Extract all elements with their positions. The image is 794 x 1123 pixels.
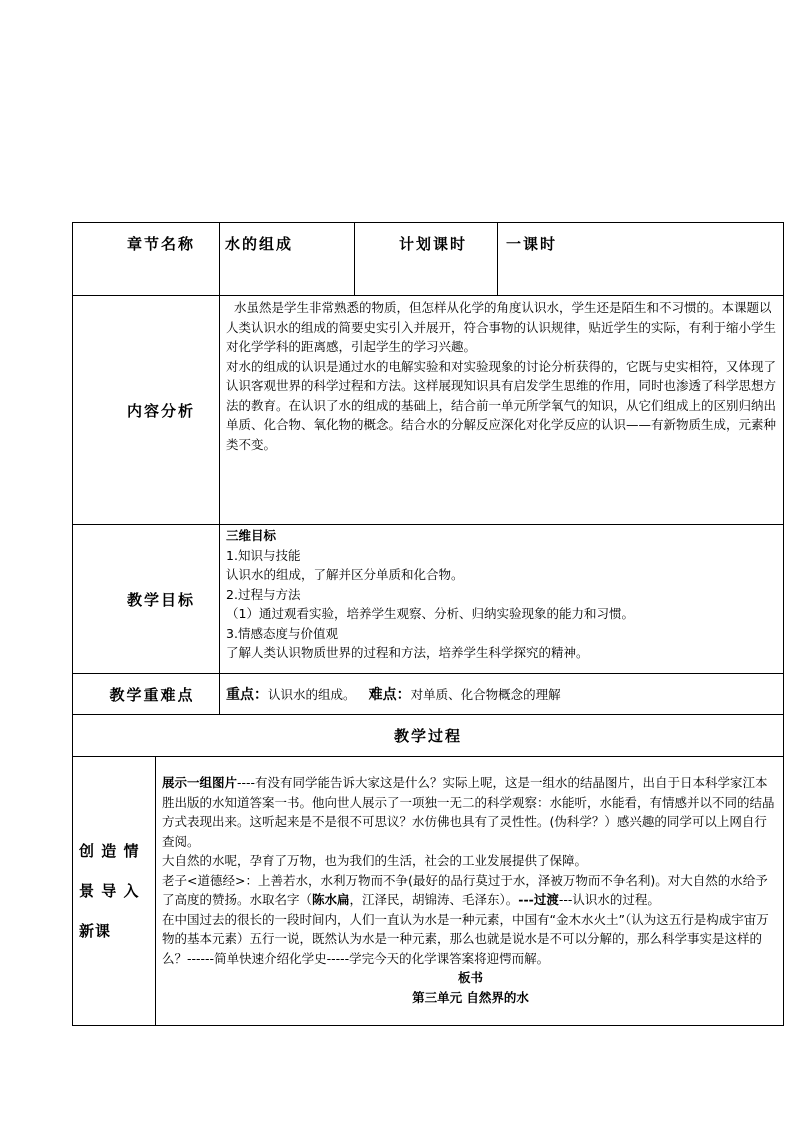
difficult-point-label: 难点：	[368, 686, 411, 703]
content-analysis-label: 内容分析	[127, 401, 196, 420]
goals-heading: 三维目标	[226, 528, 277, 543]
intro-paragraph-2: 大自然的水呢，孕育了万物，也为我们的生活，社会的工业发展提供了保障。	[162, 853, 588, 868]
intro-label-cell	[73, 757, 156, 1026]
content-analysis-paragraph-1: 水虽然是学生非常熟悉的物质，但怎样从化学的角度认识水，学生还是陌生和不习惯的。本课题以人类认识水的组成的简要史实引入并展开，符合事物的认识规律，贴近学生的实际，有利于缩小学生对化学学科的距离感，引起学生的学习兴趣。	[226, 300, 777, 354]
intro-text-cell	[156, 757, 784, 1026]
chapter-label-cell	[73, 223, 220, 296]
intro-paragraph-3-bold-2: ---过渡	[518, 892, 559, 907]
teaching-goals-text-cell	[220, 525, 784, 674]
plan-value-cell	[498, 223, 784, 296]
key-point-label: 重点：	[226, 686, 269, 703]
teaching-goals-label-cell	[73, 525, 220, 674]
plan-label-cell	[355, 223, 498, 296]
content-analysis-label-cell	[73, 296, 220, 525]
content-analysis-paragraph-2: 对水的组成的认识是通过水的电解实验和对实验现象的讨论分析获得的，它既与史实相符，又体现了认识客观世界的科学过程和方法。这样展现知识具有启发学生思维的作用，同时也渗透了科学思想方法的教育。在认识了水的组成的基础上，结合前一单元所学氧气的知识，从它们组成上的区别归纳出单质、化合物、氧化物的概念。结合水的分解反应深化对化学反应的认识——有新物质生成，元素种类不变。	[226, 358, 777, 452]
header-row	[73, 223, 784, 296]
chapter-value-cell	[220, 223, 355, 296]
teaching-goals-row	[73, 525, 784, 674]
key-point-text: 认识水的组成。	[268, 686, 356, 702]
intro-label-line-3: 新课	[79, 922, 112, 940]
plan-label: 计划课时	[399, 235, 468, 253]
intro-paragraph-4: 在中国过去的很长的一段时间内，人们一直认为水是一种元素，中国有“金木水火土”（认为这五行是构成宇宙万物的基本元素）五行一说，既然认为水是一种元素，那么也就是说水是不可以分解的，那么科学事实是这样的么？------简单快速介绍化学史-----学完今天的化学课答案将迎愕而解。	[162, 911, 769, 966]
chapter-label: 章节名称	[127, 235, 196, 253]
teaching-goals-label: 教学目标	[127, 590, 196, 609]
goals-line-1: 1.知识与技能	[226, 547, 301, 563]
intro-row	[73, 757, 784, 1026]
key-points-label-cell	[73, 674, 220, 715]
intro-paragraph-1-text: ----有没有同学能告诉大家这是什么？实际上呢，这是一组水的结晶图片，出自于日本科学家江本胜出版的水知道答案一书。他向世人展示了一项独一无二的科学观察：水能听，水能看，有情感并以不同的结晶方式表现出来。这听起来是不是很不可思议？水仿佛也具有了灵性性。(伪科学？）感兴趣的同学可以上网自行查阅。	[162, 775, 775, 849]
chapter-value: 水的组成	[225, 235, 294, 253]
process-title-row	[73, 715, 784, 757]
intro-paragraph-3-bold-1: 陈水扁	[312, 892, 350, 907]
intro-paragraph-3-a: 老子<道德经>：上善若水，水利万物而不争(最好的品行莫过于水，泽被万物而不争名利)。对大自然的水给予了高度的赞扬。水取名字（	[162, 872, 768, 907]
difficult-point-text: 对单质、化合物概念的理解	[410, 686, 561, 702]
goals-line-2: 认识水的组成，了解并区分单质和化合物。	[226, 567, 464, 582]
intro-paragraph-1	[162, 773, 779, 851]
goals-line-6: 了解人类认识物质世界的过程和方法，培养学生科学探究的精神。	[226, 645, 589, 660]
content-analysis-row	[73, 296, 784, 525]
key-points-label: 教学重难点	[109, 685, 195, 704]
lesson-plan-table	[72, 222, 784, 1026]
process-title: 教学过程	[394, 727, 463, 745]
intro-label	[79, 831, 155, 951]
process-title-cell	[73, 715, 784, 757]
intro-paragraph-3-b: ，江泽民，胡锦涛、毛泽东）。	[349, 892, 519, 907]
intro-paragraph-3	[162, 871, 779, 910]
goals-line-4: （1）通过观看实验，培养学生观察、分析、归纳实验现象的能力和习惯。	[226, 606, 634, 621]
intro-label-line-2: 景 导 入	[79, 882, 140, 900]
plan-value: 一课时	[506, 235, 558, 253]
content-analysis-text-cell	[220, 296, 784, 525]
key-points-row	[73, 674, 784, 715]
board-label: 板书	[458, 970, 484, 985]
intro-paragraph-1-lead: 展示一组图片	[162, 775, 238, 790]
goals-line-3: 2.过程与方法	[226, 586, 301, 602]
intro-paragraph-3-c: ---认识水的过程。	[558, 892, 660, 907]
key-points-text-cell	[220, 674, 784, 715]
intro-label-line-1: 创 造 情	[79, 842, 140, 860]
goals-line-5: 3.情感态度与价值观	[226, 625, 338, 641]
board-unit-title: 第三单元 自然界的水	[412, 989, 529, 1005]
